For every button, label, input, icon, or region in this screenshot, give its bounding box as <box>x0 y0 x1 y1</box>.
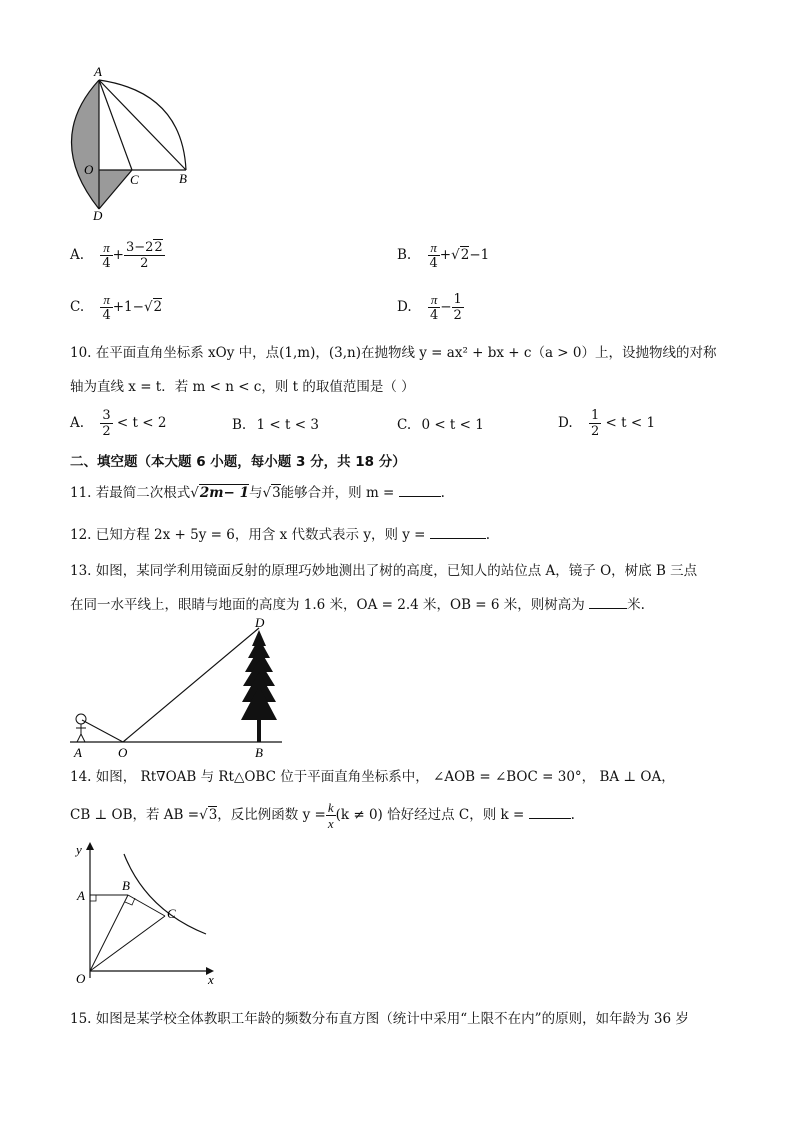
label-B: B <box>179 171 187 186</box>
q10-line1: 10. 在平面直角坐标系 xOy 中，点(1,m)，(3,n)在抛物线 y = ax² + bx + c（a > 0）上，设抛物线的对称 <box>70 345 717 361</box>
q10-option-b: B. 1 < t < 3 <box>232 417 319 433</box>
label-A: A <box>77 888 85 903</box>
figure-q14-coordinate <box>66 838 226 990</box>
segment-AC <box>99 80 132 170</box>
option-letter: A. <box>70 247 85 263</box>
q14-line1: 14. 如图， Rt∇OAB 与 Rt△OBC 位于平面直角坐标系中， ∠AOB = ∠BOC = 30°， BA ⊥ OA， <box>70 769 675 785</box>
label-x: x <box>208 972 214 987</box>
label-O: O <box>84 162 94 177</box>
option-letter: C. <box>70 299 85 315</box>
q14-answer-blank[interactable] <box>529 804 571 819</box>
q12: 12. 已知方程 2x + 5y = 6，用含 x 代数式表示 y，则 y = . <box>70 524 490 544</box>
figure-q13-tree-mirror <box>66 616 288 762</box>
segment-OC <box>90 916 165 971</box>
option-letter: B. <box>397 247 412 263</box>
q13-answer-blank[interactable] <box>589 594 627 609</box>
ray-mirror-to-treetop <box>123 628 259 742</box>
q14-line2: CB ⊥ OB，若 AB =√3，反比例函数 y = $\frac{k}{x}$ (k ≠ 0) 恰好经过点 C，则 k = . <box>70 800 575 831</box>
hyperbola-curve <box>124 854 206 934</box>
label-A: A <box>74 745 82 760</box>
section-heading-fill-in: 二、填空题（本大题 6 小题，每小题 3 分，共 18 分） <box>70 454 406 470</box>
label-y: y <box>76 842 82 857</box>
label-C: C <box>167 906 176 921</box>
label-C: C <box>130 172 139 187</box>
q12-answer-blank[interactable] <box>430 524 486 539</box>
q13-line2: 在同一水平线上，眼睛与地面的高度为 1.6 米，OA = 2.4 米，OB = 6 米，则树高为 米. <box>70 594 645 614</box>
q9-option-d: D. $\frac{\pi}{4}$ − $\frac{1}{2}$ <box>397 292 462 323</box>
q15-line1: 15. 如图是某学校全体教职工年龄的频数分布直方图（统计中采用“上限不在内”的原则，如年龄为 36 岁 <box>70 1011 689 1027</box>
y-axis-arrow <box>86 842 94 850</box>
label-O: O <box>118 745 128 760</box>
q9-option-a: A. $\frac{\pi}{4}$ + $\frac{3-22}{2}$ <box>70 240 163 271</box>
label-B: B <box>122 878 130 893</box>
q9-option-b: B. $\frac{\pi}{4}$ +√2−1 <box>397 240 490 271</box>
segment-OB <box>90 895 128 971</box>
q11-answer-blank[interactable] <box>399 482 441 497</box>
label-A: A <box>94 64 102 79</box>
q9-option-c: C. $\frac{\pi}{4}$ +1−√2 <box>70 292 163 323</box>
right-angle-mark-A <box>90 895 96 901</box>
q10-line2: 轴为直线 x = t．若 m < n < c，则 t 的取值范围是（ ） <box>70 379 415 395</box>
label-O: O <box>76 971 86 986</box>
q13-line1: 13. 如图，某同学利用镜面反射的原理巧妙地测出了树的高度，已知人的站位点 A，镜子 O，树底 B 三点 <box>70 563 698 579</box>
q10-option-d: D. $\frac{1}{2}$ < t < 1 <box>558 408 656 439</box>
figure-q9-semicircle <box>62 62 202 222</box>
tree-icon <box>241 630 277 742</box>
label-D: D <box>93 208 103 222</box>
q10-option-c: C. 0 < t < 1 <box>397 417 484 433</box>
q11: 11. 若最简二次根式√2m− 1与√3能够合并，则 m = . <box>70 482 445 502</box>
label-B: B <box>255 745 263 760</box>
person-icon <box>76 714 86 742</box>
option-letter: D. <box>397 299 412 315</box>
ray-eye-to-mirror <box>82 720 123 742</box>
q10-option-a: A. $\frac{3}{2}$ < t < 2 <box>70 408 167 439</box>
label-D: D <box>255 616 265 630</box>
